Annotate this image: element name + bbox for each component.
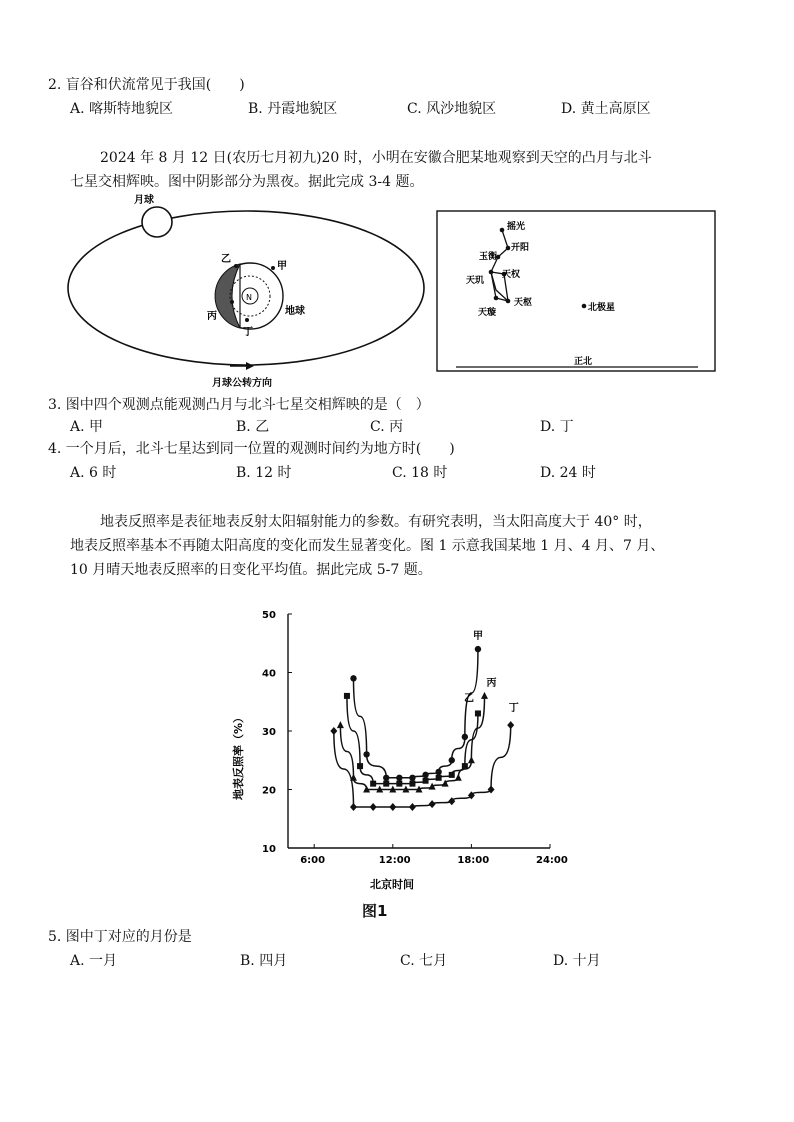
- star-polaris-label: 北极星: [588, 303, 616, 313]
- earth-label: 地球: [285, 306, 305, 317]
- series-丙-point-7: [429, 783, 436, 790]
- intro-5-7-line2: 地表反照率基本不再随太阳高度的变化而发生显著变化。图 1 示意我国某地 1 月、4 月、7 月、: [70, 538, 665, 554]
- q4-option-b[interactable]: B. 12 时: [236, 465, 292, 481]
- series-甲-point-9: [475, 646, 481, 652]
- y-tick-label-1: 20: [262, 785, 276, 797]
- series-label-乙: 乙: [463, 693, 474, 705]
- point-ding-label: 丁: [243, 327, 253, 338]
- series-甲-point-0: [350, 675, 356, 681]
- question-5-stem: 5. 图中丁对应的月份是: [48, 929, 192, 945]
- intro-5-7-line1: 地表反照率是表征地表反射太阳辐射能力的参数。有研究表明，当太阳高度大于 40° 时，: [100, 514, 652, 530]
- series-甲-point-1: [363, 751, 369, 757]
- series-丙-point-10: [468, 756, 475, 763]
- star-tianquan-label: 天权: [502, 270, 521, 280]
- series-甲-point-6: [435, 769, 441, 775]
- q5-option-c[interactable]: C. 七月: [400, 953, 448, 969]
- x-tick-label-3: 24:00: [536, 855, 568, 866]
- series-丁-point-5: [429, 800, 436, 808]
- series-丙-point-11: [481, 692, 488, 699]
- star-tianshu-label: 天枢: [514, 298, 533, 308]
- series-丁-point-9: [507, 721, 514, 729]
- star-tianji: [489, 270, 494, 275]
- series-乙-point-10: [475, 710, 481, 716]
- q3-option-b[interactable]: B. 乙: [236, 419, 270, 435]
- series-甲-point-2: [383, 775, 389, 781]
- q2-option-b[interactable]: B. 丹霞地貌区: [248, 101, 338, 117]
- star-map-frame: [437, 211, 715, 371]
- series-丁-point-0: [330, 727, 337, 735]
- series-丁-point-2: [370, 803, 377, 811]
- question-2-stem: 2. 盲谷和伏流常见于我国( ): [48, 77, 245, 93]
- point-ding: [245, 318, 249, 322]
- q5-option-b[interactable]: B. 四月: [240, 953, 288, 969]
- intro-3-4-line2: 七星交相辉映。图中阴影部分为黑夜。据此完成 3-4 题。: [70, 174, 424, 190]
- series-丁-point-3: [389, 803, 396, 811]
- series-甲-point-4: [409, 775, 415, 781]
- point-yi-label: 乙: [221, 254, 231, 265]
- series-甲-point-8: [462, 734, 468, 740]
- series-乙-point-5: [409, 781, 415, 787]
- star-tianji-label: 天玑: [466, 276, 485, 286]
- big-dipper-star-map: [436, 210, 718, 376]
- y-axis-label: 地表反照率（%）: [232, 711, 245, 800]
- star-kaiyang-label: 开阳: [511, 243, 530, 253]
- chart-axes: [262, 610, 568, 866]
- q2-option-d[interactable]: D. 黄土高原区: [561, 101, 651, 117]
- q4-option-d[interactable]: D. 24 时: [540, 465, 596, 481]
- q4-option-c[interactable]: C. 18 时: [392, 465, 448, 481]
- point-jia-label: 甲: [277, 261, 287, 272]
- y-tick-label-0: 10: [262, 844, 276, 855]
- intro-5-7-line3: 10 月晴天地表反照率的日变化平均值。据此完成 5-7 题。: [70, 562, 432, 578]
- x-tick-label-0: 6:00: [300, 855, 326, 866]
- y-tick-label-4: 50: [262, 610, 276, 621]
- star-polaris: [582, 304, 587, 309]
- q3-option-d[interactable]: D. 丁: [540, 419, 574, 435]
- q2-option-a[interactable]: A. 喀斯特地貌区: [70, 101, 174, 117]
- series-乙-point-1: [357, 763, 363, 769]
- q4-option-a[interactable]: A. 6 时: [70, 465, 117, 481]
- orbit-direction-label: 月球公转方向: [212, 378, 272, 389]
- series-乙-point-4: [396, 781, 402, 787]
- series-乙-point-2: [370, 781, 376, 787]
- north-pole-symbol: N: [246, 293, 252, 302]
- albedo-line-chart: [220, 600, 580, 900]
- intro-3-4-line1: 2024 年 8 月 12 日(农历七月初九)20 时，小明在安徽合肥某地观察到天空的凸月与北斗: [100, 150, 652, 166]
- star-tianxuan: [494, 296, 499, 301]
- series-丙-point-0: [337, 721, 344, 728]
- q3-option-a[interactable]: A. 甲: [70, 419, 104, 435]
- y-tick-label-3: 40: [262, 668, 276, 680]
- series-丙-point-9: [455, 774, 462, 781]
- series-乙-point-8: [449, 772, 455, 778]
- series-甲-point-3: [396, 775, 402, 781]
- series-丁-point-1: [350, 803, 357, 811]
- series-甲-point-7: [449, 757, 455, 763]
- north-label: 正北: [574, 357, 593, 367]
- series-label-甲: 甲: [472, 631, 483, 643]
- series-乙-point-7: [436, 775, 442, 781]
- point-jia: [271, 266, 275, 270]
- q5-option-a[interactable]: A. 一月: [70, 953, 118, 969]
- series-label-丁: 丁: [508, 703, 519, 715]
- star-tianxuan-label: 天璇: [478, 308, 497, 318]
- x-axis-label: 北京时间: [370, 878, 414, 891]
- orbit-direction-arrowhead: [246, 362, 254, 370]
- series-甲-point-5: [422, 772, 428, 778]
- series-丁-point-4: [409, 803, 416, 811]
- series-line-甲: [354, 649, 478, 778]
- series-乙-point-3: [383, 781, 389, 787]
- figure-caption: 图1: [362, 902, 388, 920]
- moon-orbit-diagram: [60, 190, 440, 390]
- star-tianshu: [506, 299, 511, 304]
- q3-option-c[interactable]: C. 丙: [370, 419, 404, 435]
- q2-option-c[interactable]: C. 风沙地貌区: [407, 101, 497, 117]
- star-kaiyang: [506, 246, 511, 251]
- moon-label: 月球: [134, 195, 154, 206]
- star-yaoguang-label: 摇光: [507, 222, 526, 232]
- question-4-stem: 4. 一个月后，北斗七星达到同一位置的观测时间约为地方时( ): [48, 441, 455, 457]
- chart-series: [330, 630, 518, 811]
- series-乙-point-6: [423, 778, 429, 784]
- x-tick-label-2: 18:00: [457, 855, 490, 866]
- x-tick-label-1: 12:00: [378, 855, 411, 866]
- point-yi: [234, 264, 238, 268]
- point-bing: [230, 300, 234, 304]
- q5-option-d[interactable]: D. 十月: [553, 953, 601, 969]
- series-乙-point-0: [344, 693, 350, 699]
- point-bing-label: 丙: [207, 311, 217, 322]
- series-label-丙: 丙: [486, 677, 497, 689]
- moon-circle: [142, 207, 172, 237]
- star-yuheng-label: 玉衡: [479, 252, 498, 262]
- star-yaoguang: [500, 228, 505, 233]
- question-3-stem: 3. 图中四个观测点能观测凸月与北斗七星交相辉映的是（ ）: [48, 397, 430, 413]
- y-tick-label-2: 30: [262, 727, 276, 738]
